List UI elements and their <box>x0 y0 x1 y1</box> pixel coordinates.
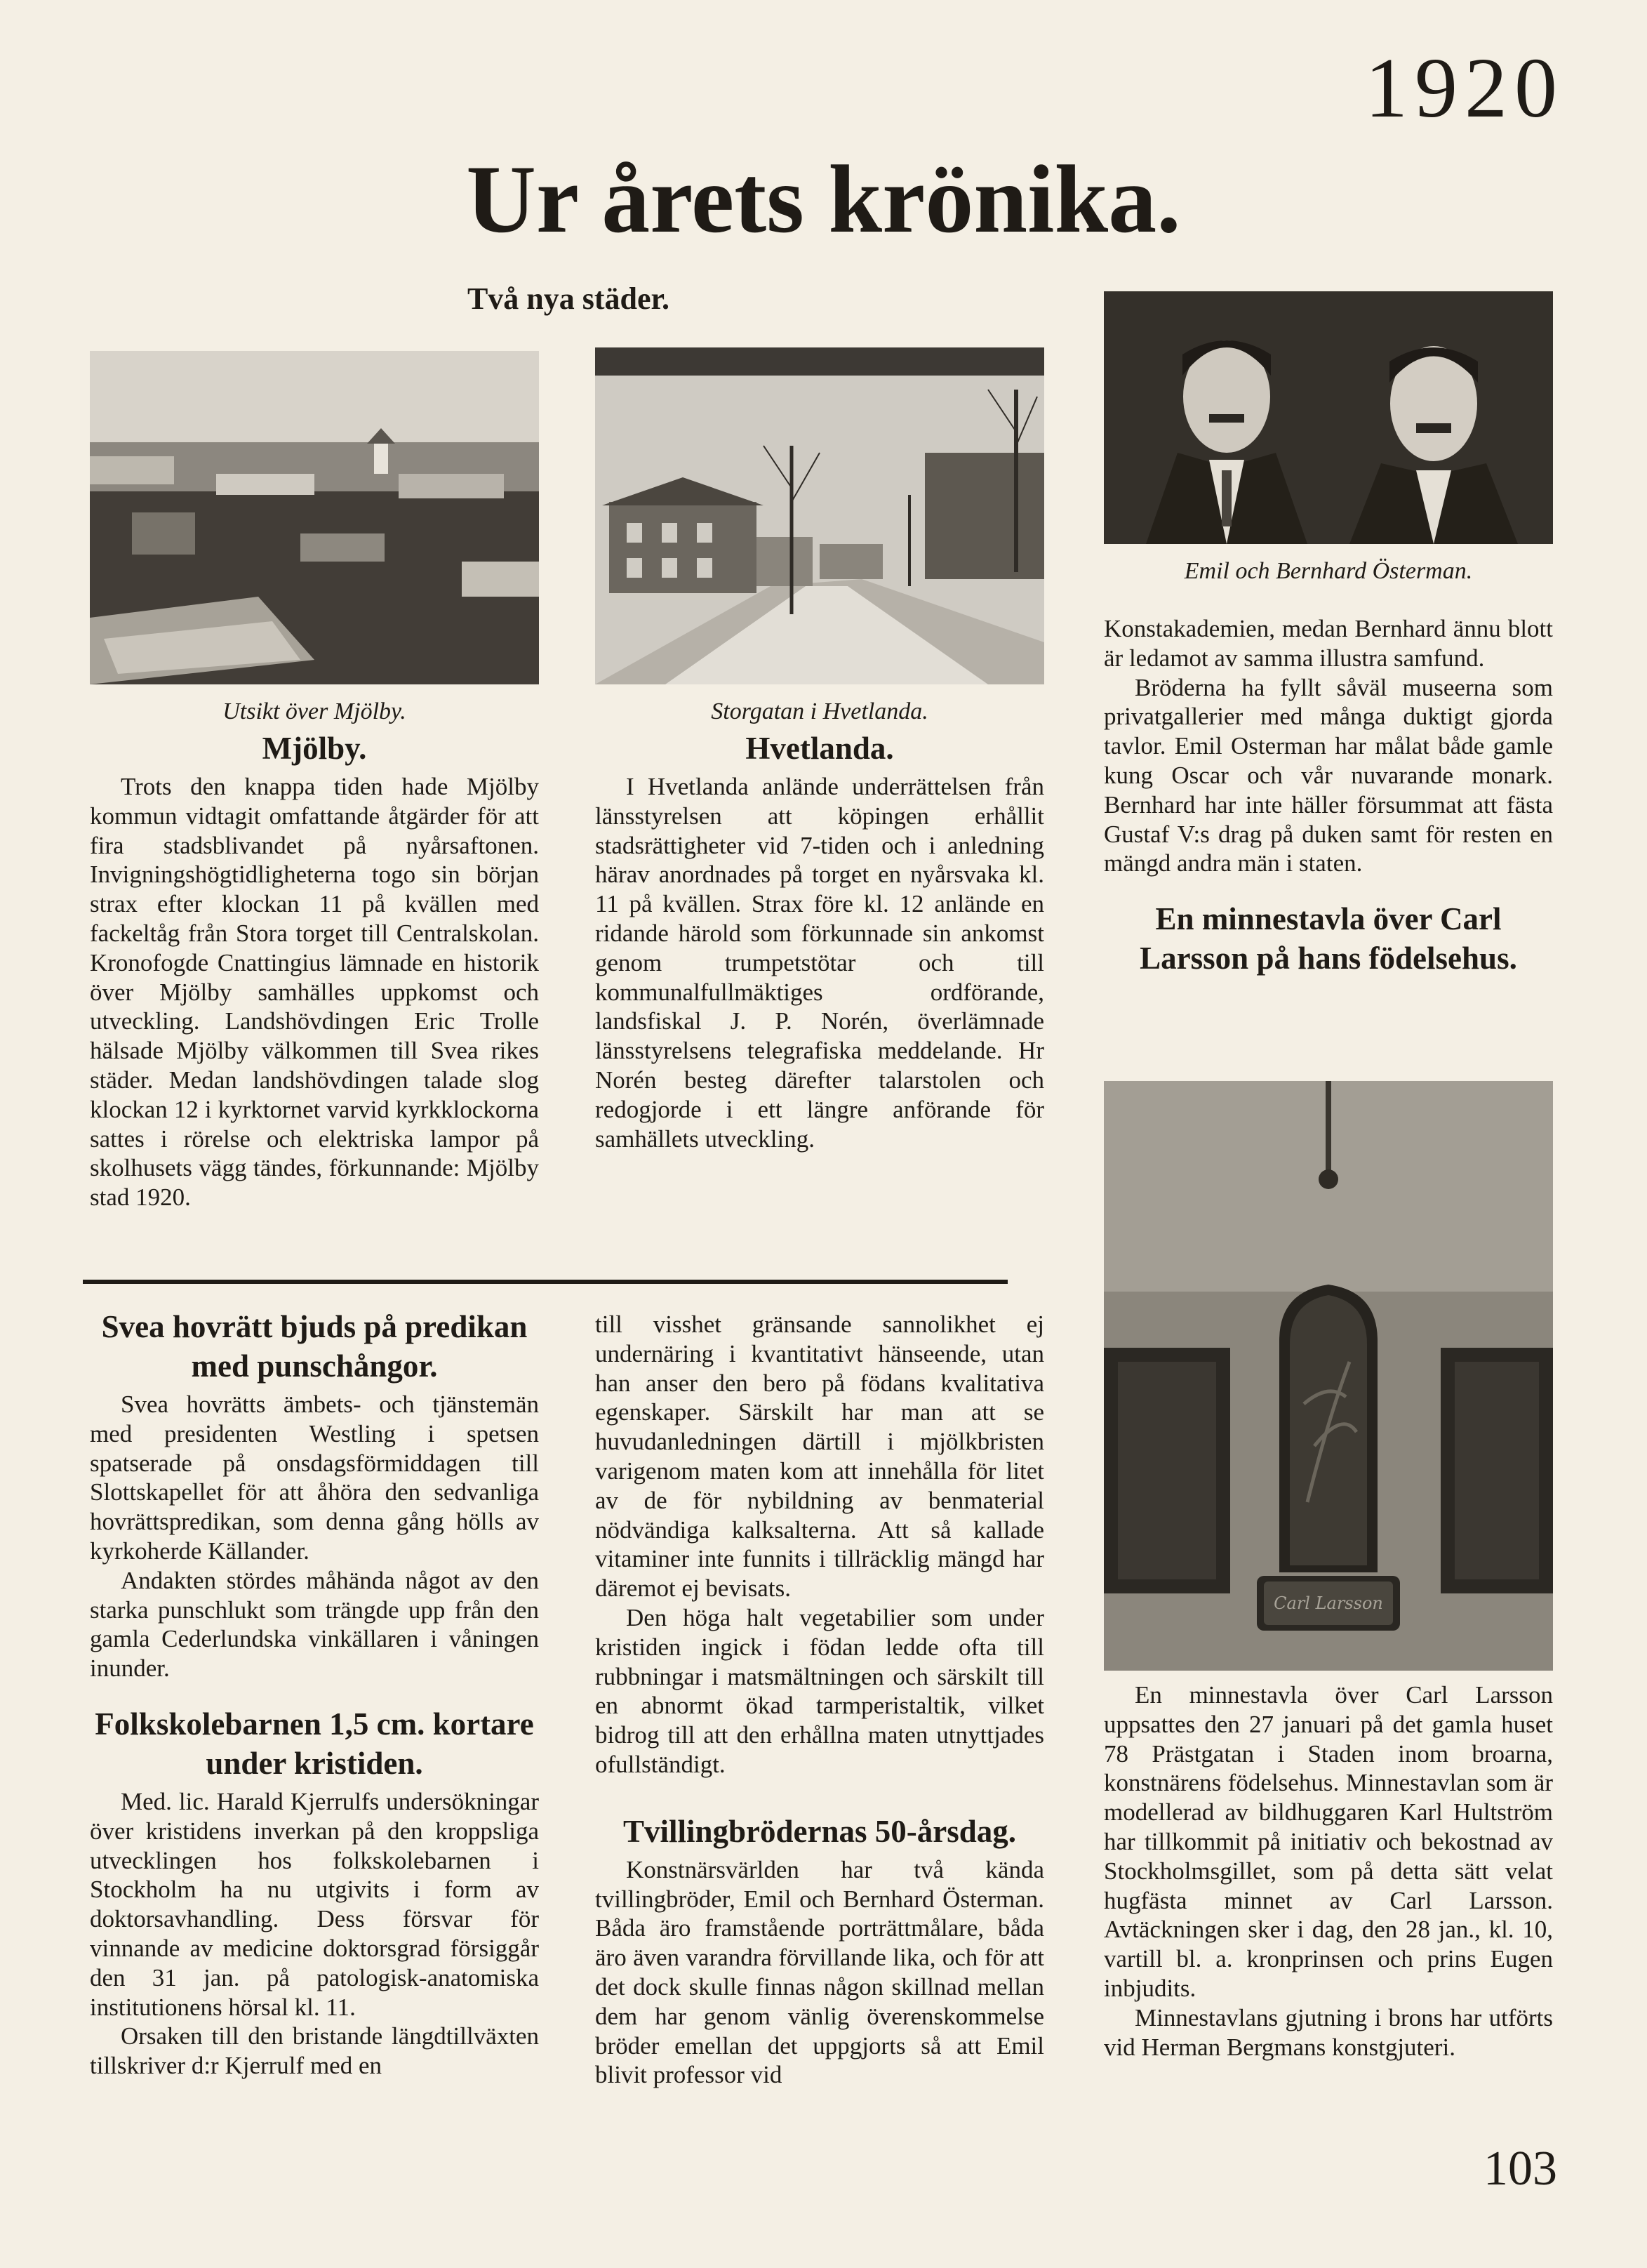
section-divider <box>83 1280 1008 1284</box>
plaque-inscription: Carl Larsson <box>1274 1593 1383 1613</box>
heading-folkskole: Folkskolebarnen 1,5 cm. kortare under kristiden. <box>95 1706 534 1781</box>
osterman-cont-paragraph: Bröderna ha fyllt såväl museerna som privatgallerier med många duktigt gjorda tavlor. Emil Osterman har målat både gamle kung Oscar och vår nuvarande monark. Bernhard har inte häller försummat att fästa Gustaf V:s drag på duken samt för resten en mängd andra män i staten. <box>1104 673 1553 877</box>
heading-mjolby: Mjölby. <box>262 731 367 766</box>
photo-plaque <box>1104 1081 1553 1671</box>
folkskole-cont-paragraph: Den höga halt vegetabilier som under kristiden ingick i födan ledde ofta till rubbningar i matsmältningen och särskilt till en abnormt ökad tarmperistaltik, vilket bidrog till att den erhållna maten utnyttjades ofullständigt. <box>595 1603 1044 1778</box>
folkskole-paragraph: Med. lic. Harald Kjerrulfs undersökningar över kristidens inverkan på den kroppsliga utvecklingen hos folkskolebarnen i Stockholm ha nu utgivits i form av doktorsavhandling. Dess försvar för vinnande av medicine doktorsgrad försiggår den 31 jan. på patologisk-anatomiska institutionens hörsal kl. 11. <box>90 1787 539 2021</box>
mjolby-paragraph: Trots den knappa tiden hade Mjölby kommun vidtagit omfattande åtgärder för att fira stadsblivandet på nyårsaftonen. Invigningshögtidligheterna togo sin början strax efter klockan 11 på kvällen med fackeltåg från Stora torget till Centralskolan. Kronofogde Cnattingius lämnade en historik över Mjölby samhälles uppkomst och utveckling. Landshövdingen Eric Trolle hälsade Mjölby välkommen till Svea rikes städer. Medan landshövdingen talade slog klockan 12 i kyrktornet varvid kyrkklockorna sattes i rörelse och elektriska lampor på skolhusets vägg tändes, förkunnande: Mjölby stad 1920. <box>90 773 539 1212</box>
mjolby-view-image <box>90 351 539 684</box>
year-label: 1920 <box>1365 41 1564 135</box>
tvilling-paragraph: Konstnärsvärlden har två kända tvillingbröder, Emil och Bernhard Österman. Båda äro framstående porträttmålare, båda äro även varandra förvillande lika, och för att det dock skulle finnas någon skillnad mellan dem har genom vänlig överenskommelse bröder emellan det uppgjorts så att Emil blivit professor vid <box>595 1855 1044 2089</box>
article-osterman-cont <box>1104 614 1553 982</box>
article-hvetlanda <box>595 729 1044 1153</box>
hvetlanda-paragraph: I Hvetlanda anlände underrättelsen från länsstyrelsen att köpingen erhållit stadsrättigheter vid 7-tiden och i anledning härav anordnades på torget en nyårsvaka kl. 11 på kvällen. Strax före kl. 12 anlände en ridande härold som förkunnade sin ankomst genom trumpetstötar och till kommunalfullmäktiges ordförande, landsfiskal J. P. Norén, överlämnade länsstyrelsens telegrafiska meddelande. Hr Norén besteg därefter talarstolen och redogjorde i ett längre anförande för samhällets utveckling. <box>595 773 1044 1153</box>
article-carl-larsson <box>1104 1680 1553 2062</box>
page-title: Ur årets krönika. <box>466 145 1181 253</box>
caption-osterman: Emil och Bernhard Österman. <box>1184 558 1473 584</box>
subtitle: Två nya städer. <box>467 281 670 316</box>
photo-osterman <box>1104 291 1553 544</box>
article-hovratt <box>90 1307 539 2081</box>
hovratt-paragraph: Svea hovrätts ämbets- och tjänstemän med presidenten Westling i spetsen spatserade på onsdagsförmiddagen till Slottskapellet för att åhöra den sedvanliga hovrättspredikan, som denna gång hölls av kyrkoherde Källander. <box>90 1391 539 1565</box>
heading-tvilling: Tvillingbrödernas 50-årsdag. <box>622 1813 1017 1849</box>
heading-carl-larsson: En minnestavla över Carl Larsson på hans födelsehus. <box>1140 901 1517 976</box>
photo-mjolby <box>90 351 539 684</box>
article-folkskole-cont <box>595 1310 1044 2090</box>
article-mjolby <box>90 729 539 1212</box>
hvetlanda-street-image <box>595 347 1044 684</box>
osterman-portrait-image <box>1104 291 1553 544</box>
folkskole-paragraph: Orsaken till den bristande längdtillväxten tillskriver d:r Kjerrulf med en <box>90 2022 539 2080</box>
carl-larsson-paragraph: En minnestavla över Carl Larsson uppsattes den 27 januari på det gamla huset 78 Prästgatan i Staden inom broarna, konstnärens födelsehus. Minnestavlan som är modellerad av bildhuggaren Karl Hultström har tillkommit på initiativ och bekostnad av Stockholmsgillet, som på detta sätt velat hugfästa minnet av Carl Larsson. Avtäckningen sker i dag, den 28 jan., kl. 10, vartill bl. a. kronprinsen och prins Eugen inbjudits. <box>1104 1681 1553 2002</box>
heading-hvetlanda: Hvetlanda. <box>745 731 894 766</box>
hovratt-paragraph: Andakten stördes måhända något av den starka punschlukt som trängde upp från den gamla Cederlundska vinkällaren i våningen inunder. <box>90 1566 539 1683</box>
osterman-cont-paragraph: Konstakademien, medan Bernhard ännu blott är ledamot av samma illustra samfund. <box>1104 615 1553 672</box>
carl-larsson-paragraph: Minnestavlans gjutning i brons har utförts vid Herman Bergmans konstgjuteri. <box>1104 2003 1553 2061</box>
heading-hovratt: Svea hovrätt bjuds på predikan med punschångor. <box>101 1309 528 1384</box>
photo-hvetlanda <box>595 347 1044 684</box>
plaque-image <box>1104 1081 1553 1671</box>
caption-hvetlanda: Storgatan i Hvetlanda. <box>711 698 928 724</box>
caption-mjolby: Utsikt över Mjölby. <box>222 698 406 724</box>
folkskole-cont-paragraph: till visshet gränsande sannolikhet ej undernäring i kvantitativt hänseende, utan han anser den bero på födans kvalitativa egenskaper. Särskilt har man att se huvudanledningen därtill i mjölkbristen varigenom maten kom att innehålla för litet av de för nybildning av benmaterial nödvändiga kalksalterna. Att så kallade vitaminer inte funnits i tillräcklig mängd har däremot ej bevisats. <box>595 1311 1044 1603</box>
page-number: 103 <box>1483 2142 1557 2196</box>
